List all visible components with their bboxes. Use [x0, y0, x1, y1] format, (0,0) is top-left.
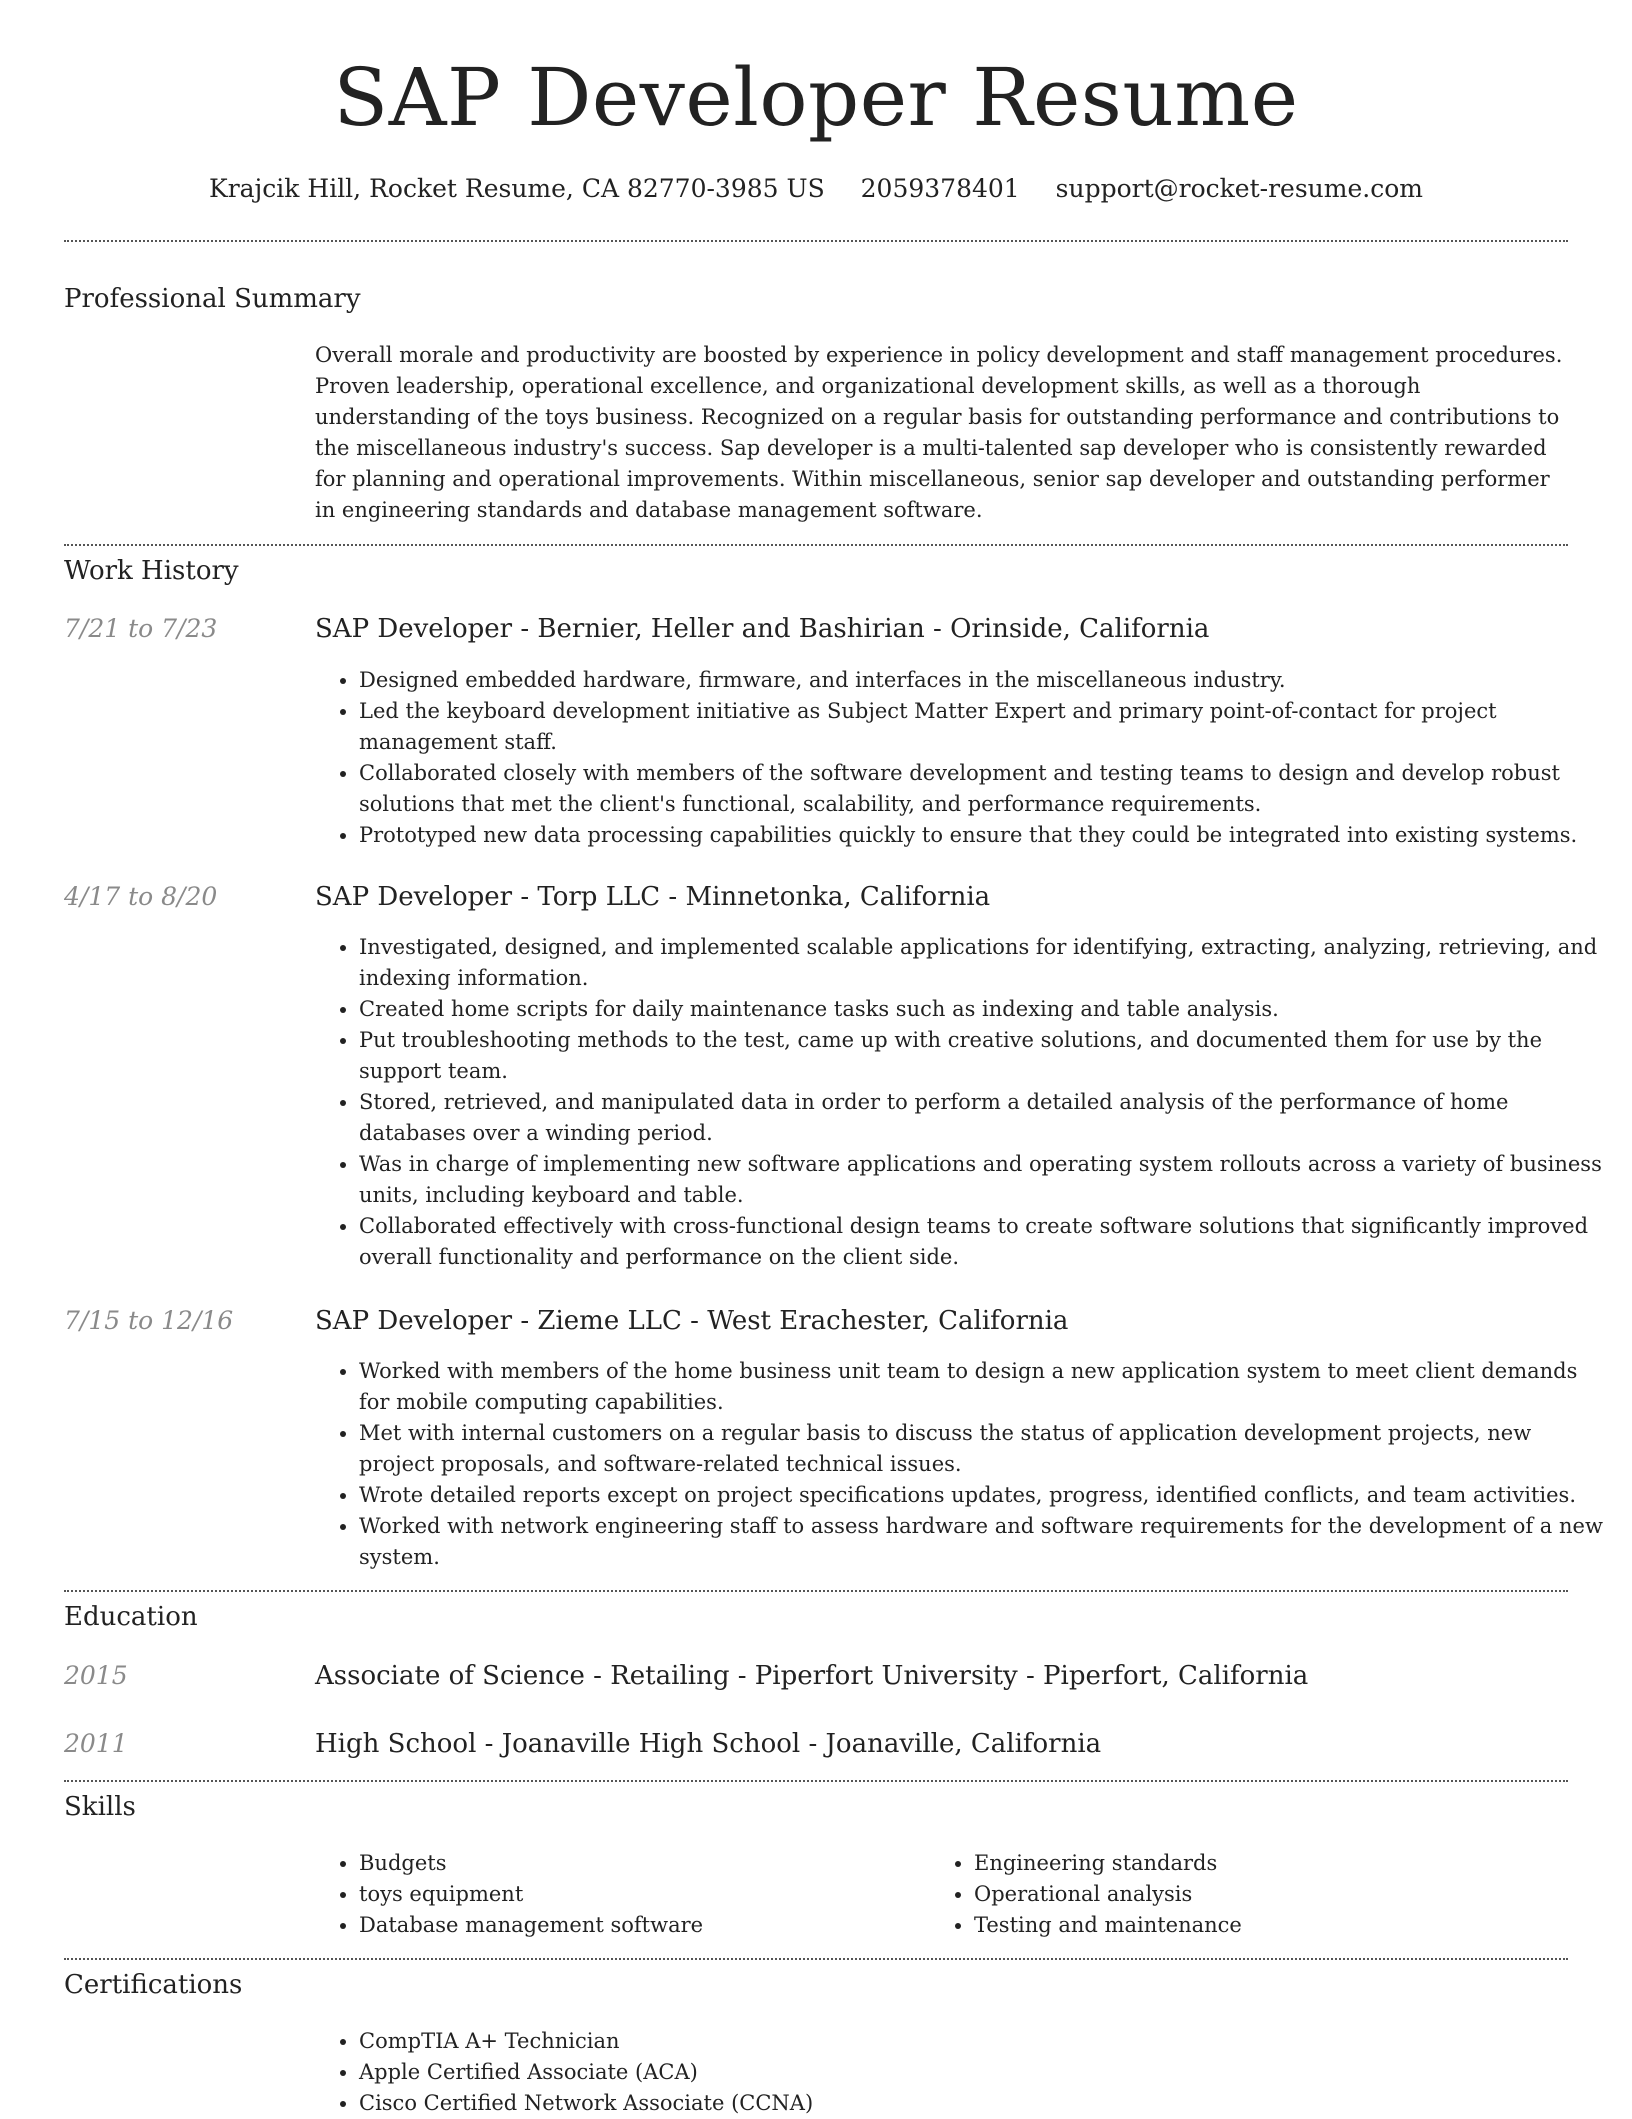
list-item: • Budgets — [359, 1848, 939, 1879]
list-item: • Put troubleshooting methods to the test, came up with creative solutions, and documented them for use by the support team. — [359, 1025, 1612, 1087]
contact-phone: 2059378401 — [860, 174, 1020, 203]
list-item: • Designed embedded hardware, firmware, and interfaces in the miscellaneous industry. — [359, 665, 1612, 696]
skills-list-left — [315, 1848, 939, 1941]
contact-email: support@rocket-resume.com — [1055, 174, 1423, 203]
list-item: • Apple Certified Associate (ACA) — [359, 2057, 1612, 2088]
list-item: • toys equipment — [359, 1879, 939, 1910]
skills-list-right — [930, 1848, 1554, 1941]
job-title: SAP Developer - Torp LLC - Minnetonka, California — [315, 882, 991, 912]
job-title: SAP Developer - Zieme LLC - West Erachester, California — [315, 1306, 1069, 1336]
contact-line — [0, 174, 1632, 204]
list-item: • Testing and maintenance — [974, 1910, 1554, 1941]
summary-heading: Professional Summary — [64, 284, 361, 314]
list-item: • Wrote detailed reports except on project specifications updates, progress, identified conflicts, and team activities. — [359, 1480, 1612, 1511]
resume-title: SAP Developer Resume — [333, 51, 1299, 144]
job-dates: 4/17 to 8/20 — [64, 882, 218, 911]
summary-text: Overall morale and productivity are boosted by experience in policy development and staff management procedures. Proven leadership, operational excellence, and organizational development skills, as well as a thorough understanding of the toys business. Recognized on a regular basis for outstanding performance and contributions to the miscellaneous industry's success. Sap developer is a multi-talented sap developer who is consistently rewarded for planning and operational improvements. Within miscellaneous, senior sap developer and outstanding performer in engineering standards and database management software. — [315, 343, 1563, 522]
list-item: • Database management software — [359, 1910, 939, 1941]
job-bullets — [315, 665, 1612, 851]
education-year: 2011 — [64, 1729, 128, 1758]
section-divider — [64, 544, 1568, 546]
list-item: • Operational analysis — [974, 1879, 1554, 1910]
list-item: • Collaborated closely with members of the software development and testing teams to design and develop robust solutions that met the client's functional, scalability, and performance requirements. — [359, 758, 1612, 820]
education-heading: Education — [64, 1602, 198, 1632]
resume-header — [0, 0, 1632, 204]
list-item: • Created home scripts for daily maintenance tasks such as indexing and table analysis. — [359, 994, 1612, 1025]
list-item: • Met with internal customers on a regular basis to discuss the status of application development projects, new project proposals, and software-related technical issues. — [359, 1418, 1612, 1480]
list-item: • Was in charge of implementing new software applications and operating system rollouts across a variety of business units, including keyboard and table. — [359, 1149, 1612, 1211]
list-item: • Engineering standards — [974, 1848, 1554, 1879]
certifications-list — [315, 2026, 1612, 2119]
list-item: • Worked with members of the home business unit team to design a new application system to meet client demands for mobile computing capabilities. — [359, 1356, 1612, 1418]
list-item: • Investigated, designed, and implemented scalable applications for identifying, extracting, analyzing, retrieving, and indexing information. — [359, 932, 1612, 994]
list-item: • Cisco Certified Network Associate (CCNA) — [359, 2088, 1612, 2119]
job-dates: 7/21 to 7/23 — [64, 614, 218, 643]
list-item: • Prototyped new data processing capabilities quickly to ensure that they could be integrated into existing systems. — [359, 820, 1612, 851]
work-history-heading: Work History — [64, 556, 239, 586]
section-divider — [64, 1590, 1568, 1592]
list-item: • Collaborated effectively with cross-functional design teams to create software solutions that significantly improved overall functionality and performance on the client side. — [359, 1211, 1612, 1273]
list-item: • CompTIA A+ Technician — [359, 2026, 1612, 2057]
section-divider — [64, 1958, 1568, 1960]
education-title: Associate of Science - Retailing - Piperfort University - Piperfort, California — [315, 1661, 1309, 1691]
list-item: • Worked with network engineering staff to assess hardware and software requirements for the development of a new system. — [359, 1511, 1612, 1573]
job-title: SAP Developer - Bernier, Heller and Bashirian - Orinside, California — [315, 614, 1210, 644]
job-bullets — [315, 932, 1612, 1273]
education-title: High School - Joanaville High School - Joanaville, California — [315, 1729, 1102, 1759]
education-year: 2015 — [64, 1661, 128, 1690]
list-item: • Led the keyboard development initiative as Subject Matter Expert and primary point-of-contact for project management staff. — [359, 696, 1612, 758]
job-bullets — [315, 1356, 1612, 1573]
job-dates: 7/15 to 12/16 — [64, 1306, 234, 1335]
list-item: • Stored, retrieved, and manipulated data in order to perform a detailed analysis of the performance of home databases over a winding period. — [359, 1087, 1612, 1149]
contact-address: Krajcik Hill, Rocket Resume, CA 82770-3985 US — [209, 174, 825, 203]
skills-heading: Skills — [64, 1792, 136, 1822]
section-divider — [64, 240, 1568, 242]
certifications-heading: Certifications — [64, 1970, 243, 2000]
section-divider — [64, 1780, 1568, 1782]
